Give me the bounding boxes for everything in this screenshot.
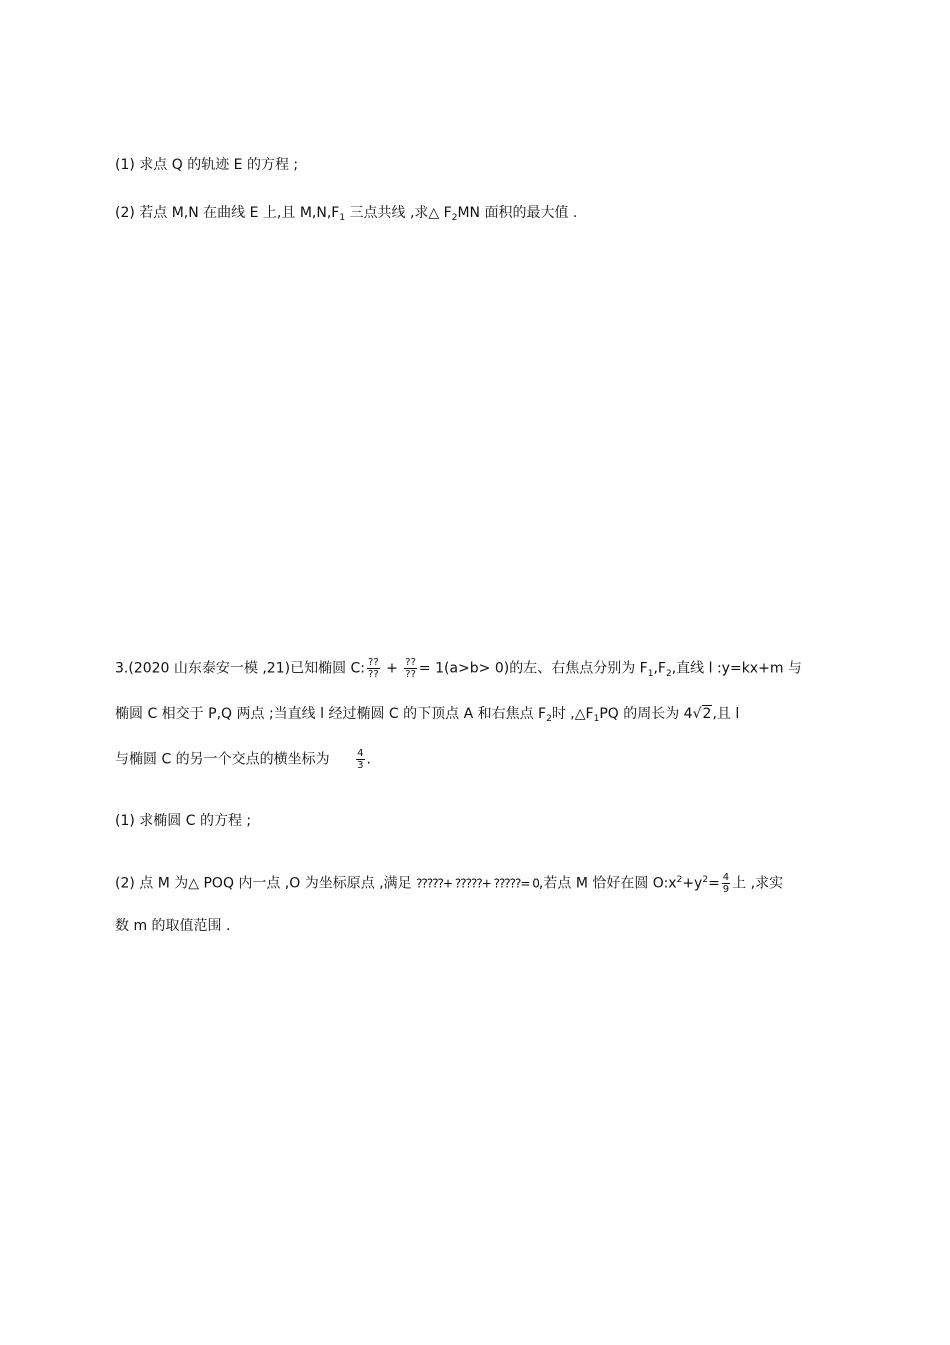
text-segment: 与椭圆 C 的另一个交点的横坐标为	[115, 751, 330, 768]
text-segment: (2) 若点 M,N 在曲线 E 上,且 M,N,F	[115, 205, 340, 221]
vector-equation: ?????+ ?????+ ?????= 0	[416, 876, 539, 891]
square-root	[693, 704, 713, 724]
fraction-denominator: 3	[357, 760, 364, 771]
fraction-four-ninths	[722, 872, 730, 895]
text-segment: ,若点 M 恰好在圆 O:x	[538, 875, 677, 892]
fraction-y-over-b	[404, 657, 417, 680]
problem-3-part-2-line-1	[115, 872, 783, 896]
text-segment: 三点共线 ,求△ F	[345, 205, 452, 221]
problem-3-part-1	[115, 811, 251, 831]
text-segment: 椭圆 C 相交于 P,Q 两点 ;当直线 l 经过椭圆 C 的下顶点 A 和右焦点 F	[115, 706, 547, 722]
text-segment: ,且 l	[712, 706, 740, 722]
text-segment: 3.(2020 山东泰安一模 ,21)已知椭圆 C:	[115, 660, 366, 677]
text-segment: ,直线 l :y=kx+m 与	[671, 660, 802, 677]
problem-3-part-2-line-2-text: 数 m 的取值范围 .	[115, 918, 231, 934]
text-segment: MN 面积的最大值 .	[457, 205, 578, 221]
fraction-numerator: ??	[405, 657, 416, 668]
radicand: 2	[702, 706, 712, 722]
problem-3-part-1-text: (1) 求椭圆 C 的方程 ;	[115, 813, 252, 829]
fraction-numerator: 4	[357, 748, 364, 759]
fraction-four-thirds	[356, 748, 364, 771]
problem-3-line-3	[115, 748, 371, 771]
text-segment: 时 ,△F	[551, 706, 594, 722]
period: .	[366, 751, 371, 768]
fraction-numerator: 4	[722, 872, 730, 883]
text-segment: +y	[682, 875, 703, 892]
fraction-numerator: ??	[368, 657, 379, 668]
subscript: 1	[339, 213, 346, 223]
text-segment: = 1(a>b> 0)的左、右焦点分别为 F	[418, 660, 648, 677]
question-1-part-1	[115, 155, 298, 175]
problem-3-line-1	[115, 657, 802, 681]
radical-sign-icon: √	[692, 706, 702, 722]
text-segment: ,F	[653, 660, 666, 677]
fraction-x-over-a	[367, 657, 380, 680]
plus-sign: +	[381, 660, 403, 677]
subscript: 1	[647, 668, 654, 679]
subscript: 2	[665, 668, 672, 679]
equals-sign: =	[708, 875, 720, 892]
question-1-part-2	[115, 203, 577, 225]
text-segment: (2) 点 M 为△ POQ 内一点 ,O 为坐标原点 ,满足	[115, 875, 417, 892]
fraction-denominator: 9	[722, 884, 730, 895]
subscript: 1	[593, 714, 600, 724]
problem-3-line-2	[115, 704, 739, 726]
fraction-denominator: ??	[405, 669, 416, 680]
subscript: 2	[546, 714, 552, 724]
problem-3-part-2-line-2	[115, 916, 230, 936]
fraction-denominator: ??	[368, 669, 379, 680]
superscript: 2	[676, 874, 683, 885]
text-segment: 上 ,求实	[732, 875, 784, 892]
question-1-part-1-text: (1) 求点 Q 的轨迹 E 的方程 ;	[115, 157, 299, 173]
subscript: 2	[451, 213, 458, 223]
text-segment: PQ 的周长为 4	[599, 706, 693, 722]
superscript: 2	[702, 874, 709, 885]
